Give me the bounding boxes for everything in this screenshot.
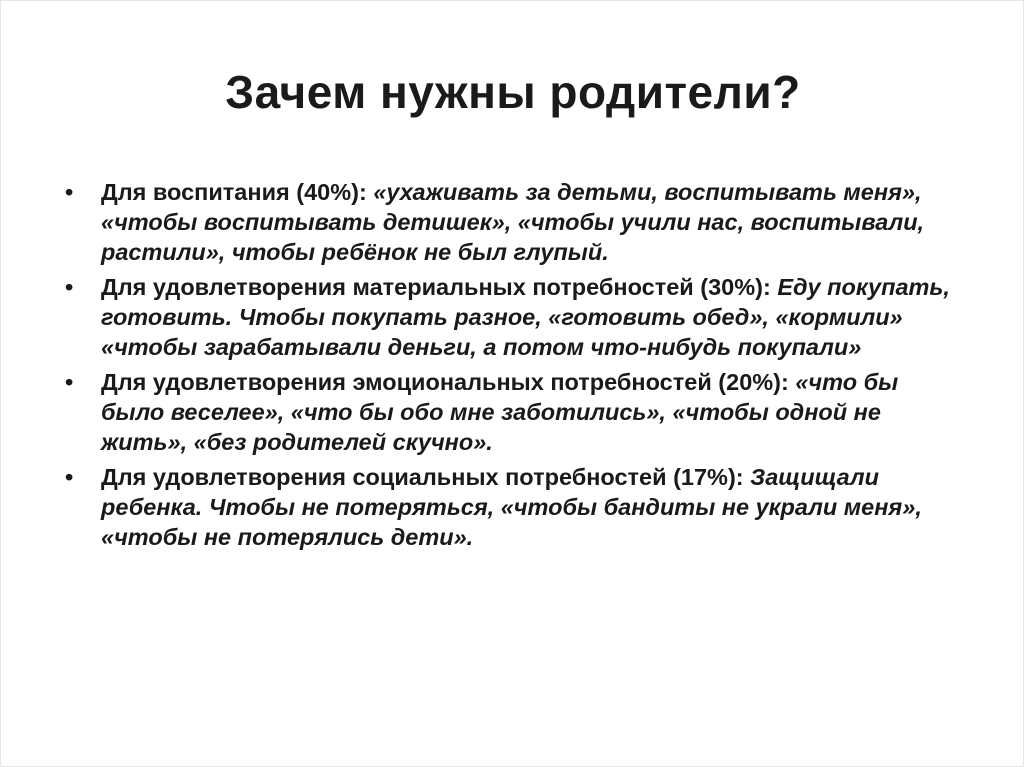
bullet-item-material-needs bbox=[59, 272, 959, 362]
bullet-lead: Для удовлетворения материальных потребностей (30%): bbox=[101, 274, 778, 300]
bullet-quote: «ухаживать за детьми, воспитывать меня», «чтобы воспитывать детишек», «чтобы учили нас, воспитывали, растили», чтобы ребёнок не был глупый. bbox=[101, 179, 925, 265]
bullet-lead: Для удовлетворения эмоциональных потребностей (20%): bbox=[101, 369, 796, 395]
bullet-quote: «что бы было веселее», «что бы обо мне заботились», «чтобы одной не жить», «без родителей скучно». bbox=[101, 369, 899, 455]
bullet-item-emotional-needs bbox=[59, 367, 959, 457]
bullet-lead: Для воспитания (40%): bbox=[101, 179, 374, 205]
bullet-quote: Еду покупать, готовить. Чтобы покупать разное, «готовить обед», «кормили» «чтобы зарабатывали деньги, а потом что-нибудь покупали» bbox=[101, 274, 950, 360]
bullet-dot-icon: • bbox=[65, 464, 74, 490]
bullet-quote: Защищали ребенка. Чтобы не потеряться, «чтобы бандиты не украли меня», «чтобы не потерялись дети». bbox=[101, 464, 922, 550]
bullet-dot-icon: • bbox=[65, 274, 74, 300]
bullet-dot-icon: • bbox=[65, 179, 74, 205]
bullet-item-social-needs bbox=[59, 462, 959, 552]
slide-title: Зачем нужны родители? bbox=[225, 66, 801, 118]
bullet-list bbox=[59, 177, 959, 557]
bullet-lead: Для удовлетворения социальных потребностей (17%): bbox=[101, 464, 751, 490]
bullet-item-upbringing bbox=[59, 177, 959, 267]
bullet-dot-icon: • bbox=[65, 369, 74, 395]
